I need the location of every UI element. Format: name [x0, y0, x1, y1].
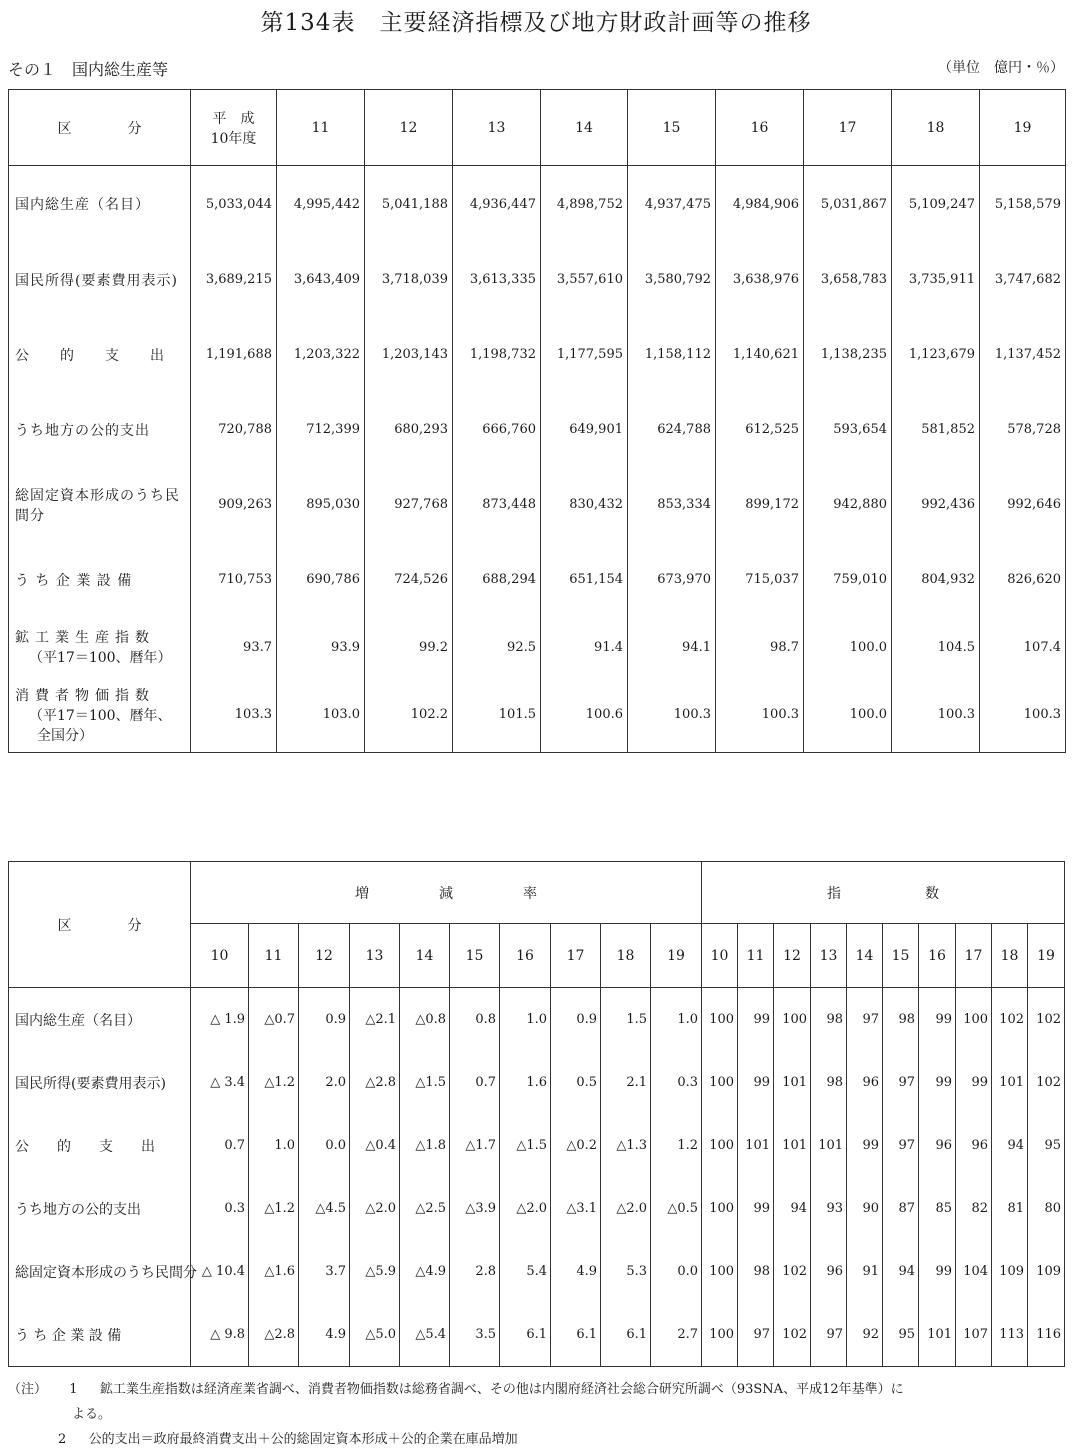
table-cell: 992,646	[980, 467, 1066, 542]
column-header-year: 11	[249, 924, 299, 988]
column-header-year: 17	[956, 924, 992, 988]
growth-rate-cell: △2.8	[350, 1051, 400, 1114]
index-cell: 107	[956, 1303, 992, 1367]
table-cell: 720,788	[191, 392, 277, 467]
table-cell: 1,191,688	[191, 317, 277, 392]
index-cell: 81	[992, 1177, 1028, 1240]
growth-rate-cell: △4.5	[299, 1177, 350, 1240]
index-cell: 94	[774, 1177, 811, 1240]
growth-rate-cell: 1.0	[249, 1114, 299, 1177]
table-cell: 873,448	[453, 467, 541, 542]
table-cell: 4,898,752	[541, 166, 628, 243]
growth-rate-cell: 3.7	[299, 1240, 350, 1303]
table-cell: 5,041,188	[365, 166, 453, 243]
column-header-year: 15	[883, 924, 919, 988]
group-header-index: 指 数	[702, 862, 1065, 924]
table-cell: 3,643,409	[277, 242, 365, 317]
growth-rate-cell: 0.9	[299, 988, 350, 1052]
growth-rate-cell: 0.5	[551, 1051, 601, 1114]
table-cell: 759,010	[804, 542, 892, 617]
column-header-year: 12	[299, 924, 350, 988]
index-cell: 101	[919, 1303, 956, 1367]
growth-rate-cell: △1.2	[249, 1051, 299, 1114]
growth-rate-cell: 6.1	[551, 1303, 601, 1367]
row-label	[9, 392, 191, 467]
row-label: うち地方の公的支出	[15, 1201, 141, 1218]
column-header-year	[191, 90, 277, 166]
index-cell: 102	[1028, 1051, 1065, 1114]
index-cell: 98	[883, 988, 919, 1052]
index-cell: 100	[702, 1303, 738, 1367]
row-label: 公 的 支 出	[15, 1138, 155, 1155]
row-label: 総固定資本形成のうち民間分	[15, 1264, 197, 1281]
table-cell: 724,526	[365, 542, 453, 617]
index-cell: 91	[847, 1240, 883, 1303]
table-cell: 690,786	[277, 542, 365, 617]
unit-label: （単位 億円・％）	[938, 60, 1064, 76]
table-cell: 3,580,792	[628, 242, 716, 317]
index-cell: 99	[919, 988, 956, 1052]
table-cell: 99.2	[365, 617, 453, 677]
column-header-year: 10	[191, 924, 249, 988]
table-cell: 895,030	[277, 467, 365, 542]
index-cell: 98	[811, 1051, 847, 1114]
growth-rate-cell: △2.0	[500, 1177, 551, 1240]
column-header-year: 11	[277, 90, 365, 166]
index-cell: 100	[702, 1240, 738, 1303]
index-cell: 102	[774, 1303, 811, 1367]
growth-index-table	[8, 861, 1065, 1367]
table-cell: 666,760	[453, 392, 541, 467]
growth-rate-cell: 0.9	[551, 988, 601, 1052]
row-label-line: 消費者物価指数	[15, 687, 155, 704]
column-header-year: 16	[500, 924, 551, 988]
table-cell: 104.5	[892, 617, 980, 677]
table-row	[9, 1051, 1065, 1114]
index-cell: 101	[774, 1114, 811, 1177]
growth-rate-cell: 0.3	[191, 1177, 249, 1240]
index-cell: 97	[847, 988, 883, 1052]
growth-rate-cell: 2.8	[450, 1240, 500, 1303]
table-row	[9, 542, 1066, 617]
table-cell: 4,995,442	[277, 166, 365, 243]
index-cell: 102	[774, 1240, 811, 1303]
growth-rate-cell: 0.0	[651, 1240, 702, 1303]
row-label-line: う ち 企 業 設 備	[15, 572, 133, 589]
index-cell: 101	[992, 1051, 1028, 1114]
table-cell: 100.0	[804, 677, 892, 753]
table-cell: 103.0	[277, 677, 365, 753]
growth-rate-cell: 1.5	[601, 988, 651, 1052]
column-header-year: 14	[400, 924, 450, 988]
row-label-line: （平17＝100、暦年、	[29, 707, 172, 724]
row-label: 国内総生産（名目）	[15, 1012, 141, 1029]
index-cell: 97	[738, 1303, 774, 1367]
index-cell: 100	[702, 1177, 738, 1240]
row-label	[9, 467, 191, 542]
table-cell: 4,984,906	[716, 166, 804, 243]
note-prefix: （注）	[8, 1382, 48, 1397]
row-label	[9, 166, 191, 243]
growth-rate-cell: 0.7	[450, 1051, 500, 1114]
index-cell: 116	[1028, 1303, 1065, 1367]
row-label-line: 全国分）	[37, 727, 93, 744]
table-row	[9, 1114, 1065, 1177]
growth-rate-cell: 0.7	[191, 1114, 249, 1177]
index-cell: 99	[919, 1240, 956, 1303]
section-subtitle: その１ 国内総生産等	[8, 60, 169, 79]
table-row	[9, 467, 1066, 542]
table-cell: 94.1	[628, 617, 716, 677]
row-label-line: 鉱工業生産指数	[15, 630, 155, 646]
column-header-year: 11	[738, 924, 774, 988]
column-header-year: 17	[551, 924, 601, 988]
table-row	[9, 1303, 1065, 1367]
table-cell: 103.3	[191, 677, 277, 753]
index-cell: 97	[883, 1051, 919, 1114]
table-cell: 93.7	[191, 617, 277, 677]
index-cell: 95	[1028, 1114, 1065, 1177]
growth-rate-cell: 4.9	[299, 1303, 350, 1367]
growth-rate-cell: △0.7	[249, 988, 299, 1052]
column-header-year: 14	[541, 90, 628, 166]
column-header-year: 15	[450, 924, 500, 988]
index-cell: 98	[811, 988, 847, 1052]
table-cell: 107.4	[980, 617, 1066, 677]
index-cell: 104	[956, 1240, 992, 1303]
column-header-year: 16	[716, 90, 804, 166]
growth-rate-cell: △2.8	[249, 1303, 299, 1367]
index-cell: 109	[1028, 1240, 1065, 1303]
table-row	[9, 988, 1065, 1052]
year-label: 10年度	[210, 130, 257, 147]
table-row	[9, 166, 1066, 243]
note-text: 公的支出＝政府最終消費支出＋公的総固定資本形成＋公的企業在庫品増加	[88, 1432, 518, 1447]
table-cell: 101.5	[453, 677, 541, 753]
growth-rate-cell: △ 9.8	[191, 1303, 249, 1367]
growth-rate-cell: △5.0	[350, 1303, 400, 1367]
growth-rate-cell: 6.1	[601, 1303, 651, 1367]
table-cell: 1,137,452	[980, 317, 1066, 392]
index-cell: 109	[992, 1240, 1028, 1303]
column-header-year: 18	[992, 924, 1028, 988]
row-label-line: 公 的 支 出	[15, 347, 165, 364]
table-cell: 3,735,911	[892, 242, 980, 317]
growth-rate-cell: 4.9	[551, 1240, 601, 1303]
table-cell: 826,620	[980, 542, 1066, 617]
index-cell: 97	[883, 1114, 919, 1177]
table-cell: 651,154	[541, 542, 628, 617]
table-cell: 578,728	[980, 392, 1066, 467]
index-cell: 102	[992, 988, 1028, 1052]
column-header-year: 10	[702, 924, 738, 988]
growth-rate-cell: △1.5	[500, 1114, 551, 1177]
table-cell: 3,747,682	[980, 242, 1066, 317]
index-cell: 87	[883, 1177, 919, 1240]
table-cell: 1,177,595	[541, 317, 628, 392]
row-label-line: 国内総生産（名目）	[15, 197, 150, 213]
table-cell: 102.2	[365, 677, 453, 753]
table-cell: 899,172	[716, 467, 804, 542]
growth-rate-cell: △5.4	[400, 1303, 450, 1367]
table-row	[9, 242, 1066, 317]
growth-rate-cell: △5.9	[350, 1240, 400, 1303]
index-cell: 96	[919, 1114, 956, 1177]
growth-rate-cell: 2.7	[651, 1303, 702, 1367]
year-era-label: 平 成	[212, 110, 255, 127]
table-cell: 100.3	[628, 677, 716, 753]
growth-rate-cell: △4.9	[400, 1240, 450, 1303]
table-cell: 100.6	[541, 677, 628, 753]
table-cell: 612,525	[716, 392, 804, 467]
table-cell: 91.4	[541, 617, 628, 677]
index-cell: 93	[811, 1177, 847, 1240]
index-cell: 94	[992, 1114, 1028, 1177]
table-cell: 830,432	[541, 467, 628, 542]
column-header-year: 13	[453, 90, 541, 166]
table-cell: 712,399	[277, 392, 365, 467]
growth-rate-cell: 1.0	[651, 988, 702, 1052]
index-cell: 101	[811, 1114, 847, 1177]
index-cell: 97	[811, 1303, 847, 1367]
note-1-continued: よる。	[72, 1407, 112, 1422]
row-label	[9, 242, 191, 317]
growth-rate-cell: △ 3.4	[191, 1051, 249, 1114]
table-cell: 3,638,976	[716, 242, 804, 317]
index-cell: 100	[702, 1051, 738, 1114]
index-cell: 113	[992, 1303, 1028, 1367]
row-label-line: 国民所得(要素費用表示)	[15, 272, 178, 289]
row-label	[9, 617, 191, 677]
index-cell: 96	[956, 1114, 992, 1177]
table-cell: 3,718,039	[365, 242, 453, 317]
growth-rate-cell: 0.8	[450, 988, 500, 1052]
growth-rate-cell: △ 10.4	[191, 1240, 249, 1303]
row-label	[9, 542, 191, 617]
table-cell: 5,158,579	[980, 166, 1066, 243]
row-label: 国民所得(要素費用表示)	[15, 1075, 166, 1092]
growth-rate-cell: 0.0	[299, 1114, 350, 1177]
table-row	[9, 617, 1066, 677]
index-cell: 96	[811, 1240, 847, 1303]
table-cell: 680,293	[365, 392, 453, 467]
table-cell: 3,658,783	[804, 242, 892, 317]
growth-rate-cell: △2.1	[350, 988, 400, 1052]
note-text: 鉱工業生産指数は経済産業省調べ、消費者物価指数は総務省調べ、その他は内閣府経済社会総合研究所調べ（93SNA、平成12年基準）に	[99, 1382, 904, 1397]
index-cell: 99	[738, 988, 774, 1052]
table-cell: 3,557,610	[541, 242, 628, 317]
column-header-year: 17	[804, 90, 892, 166]
table-cell: 4,937,475	[628, 166, 716, 243]
table-cell: 1,140,621	[716, 317, 804, 392]
group-header-growth-rate: 増 減 率	[191, 862, 702, 924]
column-header-year: 14	[847, 924, 883, 988]
growth-rate-cell: △3.9	[450, 1177, 500, 1240]
column-header-year: 19	[980, 90, 1066, 166]
table-cell: 927,768	[365, 467, 453, 542]
column-header-year: 13	[350, 924, 400, 988]
table-cell: 92.5	[453, 617, 541, 677]
index-cell: 101	[738, 1114, 774, 1177]
growth-rate-cell: 5.3	[601, 1240, 651, 1303]
row-label: う ち 企 業 設 備	[15, 1327, 122, 1344]
table-row	[9, 677, 1066, 753]
table-cell: 909,263	[191, 467, 277, 542]
growth-rate-cell: △1.5	[400, 1051, 450, 1114]
growth-rate-cell: △1.3	[601, 1114, 651, 1177]
table-cell: 804,932	[892, 542, 980, 617]
growth-rate-cell: 0.3	[651, 1051, 702, 1114]
index-cell: 99	[847, 1114, 883, 1177]
growth-rate-cell: △2.0	[350, 1177, 400, 1240]
index-cell: 100	[702, 1114, 738, 1177]
table-cell: 1,158,112	[628, 317, 716, 392]
table-cell: 624,788	[628, 392, 716, 467]
growth-rate-cell: 5.4	[500, 1240, 551, 1303]
table-cell: 3,613,335	[453, 242, 541, 317]
row-label	[9, 677, 191, 753]
growth-rate-cell: △2.0	[601, 1177, 651, 1240]
growth-rate-cell: △0.8	[400, 988, 450, 1052]
table-cell: 992,436	[892, 467, 980, 542]
index-cell: 95	[883, 1303, 919, 1367]
index-cell: 102	[1028, 988, 1065, 1052]
column-header-year: 16	[919, 924, 956, 988]
growth-rate-cell: △0.5	[651, 1177, 702, 1240]
index-cell: 82	[956, 1177, 992, 1240]
index-cell: 99	[738, 1177, 774, 1240]
growth-rate-cell: 1.2	[651, 1114, 702, 1177]
growth-rate-cell: 6.1	[500, 1303, 551, 1367]
table-cell: 593,654	[804, 392, 892, 467]
column-header-year: 19	[1028, 924, 1065, 988]
column-header-year: 13	[811, 924, 847, 988]
table-cell: 1,123,679	[892, 317, 980, 392]
table-cell: 98.7	[716, 617, 804, 677]
index-cell: 94	[883, 1240, 919, 1303]
table-cell: 93.9	[277, 617, 365, 677]
table-cell: 100.3	[716, 677, 804, 753]
table-cell: 5,033,044	[191, 166, 277, 243]
growth-rate-cell: △0.2	[551, 1114, 601, 1177]
column-header-year: 12	[365, 90, 453, 166]
row-label-line: 総固定資本形成のうち民間分	[15, 487, 180, 524]
growth-rate-cell: △1.2	[249, 1177, 299, 1240]
page-title: 第134表 主要経済指標及び地方財政計画等の推移	[260, 10, 812, 36]
table-cell: 100.0	[804, 617, 892, 677]
table-cell: 3,689,215	[191, 242, 277, 317]
growth-rate-cell: △ 1.9	[191, 988, 249, 1052]
table-cell: 942,880	[804, 467, 892, 542]
note-1	[8, 1378, 904, 1397]
table-cell: 715,037	[716, 542, 804, 617]
gdp-table	[8, 89, 1066, 753]
growth-rate-cell: 3.5	[450, 1303, 500, 1367]
index-cell: 98	[738, 1240, 774, 1303]
growth-rate-cell: △1.6	[249, 1240, 299, 1303]
table-cell: 100.3	[892, 677, 980, 753]
growth-rate-cell: △1.7	[450, 1114, 500, 1177]
index-cell: 101	[774, 1051, 811, 1114]
column-header-year: 19	[651, 924, 702, 988]
table-cell: 688,294	[453, 542, 541, 617]
growth-rate-cell: 2.0	[299, 1051, 350, 1114]
table-cell: 649,901	[541, 392, 628, 467]
column-header-category: 区 分	[9, 862, 191, 988]
table-cell: 673,970	[628, 542, 716, 617]
column-header-year: 15	[628, 90, 716, 166]
table-cell: 710,753	[191, 542, 277, 617]
growth-rate-cell: △2.5	[400, 1177, 450, 1240]
growth-rate-cell: 1.0	[500, 988, 551, 1052]
table-cell: 1,138,235	[804, 317, 892, 392]
table-cell: 5,031,867	[804, 166, 892, 243]
table-cell: 1,203,143	[365, 317, 453, 392]
note-number: 1	[69, 1382, 78, 1397]
index-cell: 96	[847, 1051, 883, 1114]
table-cell: 1,203,322	[277, 317, 365, 392]
note-number: 2	[58, 1432, 67, 1447]
table-row	[9, 1177, 1065, 1240]
column-header-year: 18	[601, 924, 651, 988]
index-cell: 100	[774, 988, 811, 1052]
table-cell: 581,852	[892, 392, 980, 467]
row-label-line: （平17＝100、暦年）	[29, 650, 172, 666]
table-cell: 5,109,247	[892, 166, 980, 243]
table-row	[9, 317, 1066, 392]
index-cell: 80	[1028, 1177, 1065, 1240]
table-cell: 1,198,732	[453, 317, 541, 392]
table-row	[9, 1240, 1065, 1303]
table-cell: 853,334	[628, 467, 716, 542]
row-label-line: うち地方の公的支出	[15, 422, 150, 439]
table-row	[9, 392, 1066, 467]
column-header-year: 18	[892, 90, 980, 166]
index-cell: 100	[702, 988, 738, 1052]
growth-rate-cell: 1.6	[500, 1051, 551, 1114]
growth-rate-cell: △3.1	[551, 1177, 601, 1240]
index-cell: 99	[956, 1051, 992, 1114]
index-cell: 90	[847, 1177, 883, 1240]
growth-rate-cell: △1.8	[400, 1114, 450, 1177]
table-cell: 4,936,447	[453, 166, 541, 243]
index-cell: 92	[847, 1303, 883, 1367]
index-cell: 100	[956, 988, 992, 1052]
table-cell: 100.3	[980, 677, 1066, 753]
note-2	[58, 1428, 518, 1447]
growth-rate-cell: △0.4	[350, 1114, 400, 1177]
index-cell: 99	[919, 1051, 956, 1114]
column-header-year: 12	[774, 924, 811, 988]
row-label	[9, 317, 191, 392]
index-cell: 85	[919, 1177, 956, 1240]
growth-rate-cell: 2.1	[601, 1051, 651, 1114]
column-header-category: 区 分	[9, 90, 191, 166]
index-cell: 99	[738, 1051, 774, 1114]
